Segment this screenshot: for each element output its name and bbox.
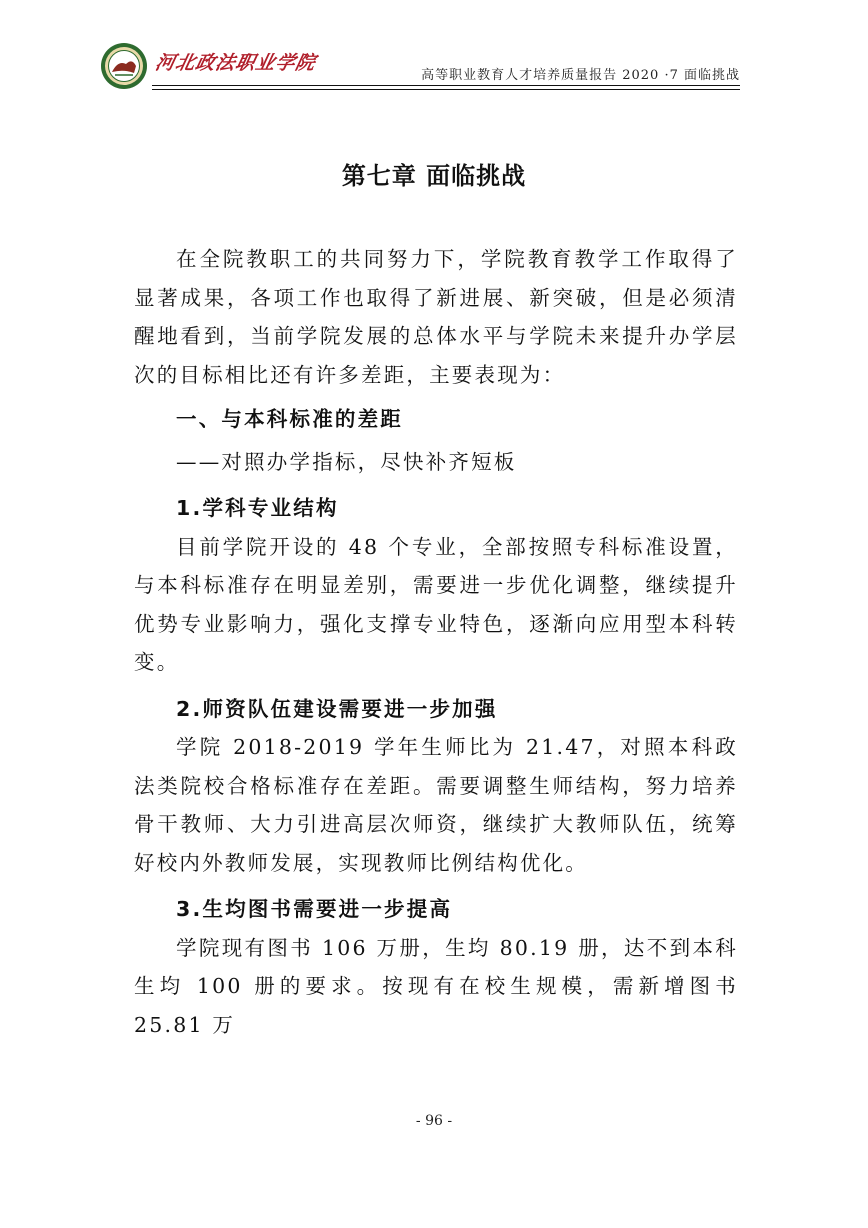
item-paragraph-1: 目前学院开设的 48 个专业，全部按照专科标准设置，与本科标准存在明显差别，需要进一步优化调整，继续提升优势专业影响力，强化支撑专业特色，逐渐向应用型本科转变。 [134,534,738,674]
college-seal-logo [100,42,148,90]
college-name-calligraphy: 河北政法职业学院 [153,52,319,74]
item-heading-1: 1.学科专业结构 [176,496,339,520]
document-body [134,240,738,1044]
item-heading-2: 2.师资队伍建设需要进一步加强 [176,696,498,721]
section-heading: 一、与本科标准的差距 [176,407,403,431]
header-rule [152,85,740,86]
item-paragraph-3: 学院现有图书 106 万册，生均 80.19 册，达不到本科生均 100 册的要求。按现有在校生规模，需新增图书 25.81 万 [134,935,738,1037]
page-number: - 96 - [415,1113,453,1129]
section-subtitle: ——对照办学指标，尽快补齐短板 [176,449,517,474]
item-paragraph-2: 学院 2018-2019 学年生师比为 21.47，对照本科政法类院校合格标准存在差距。需要调整生师结构，努力培养骨干教师、大力引进高层次师资，继续扩大教师队伍，统筹好校内外教师发展，实现教师比例结构优化。 [134,735,738,875]
intro-paragraph: 在全院教职工的共同努力下，学院教育教学工作取得了显著成果，各项工作也取得了新进展、新突破，但是必须清醒地看到，当前学院发展的总体水平与学院未来提升办学层次的目标相比还有许多差距，主要表现为： [134,247,738,387]
report-title: 高等职业教育人才培养质量报告 2020 ·7 面临挑战 [421,68,740,83]
page-header [100,40,740,90]
item-heading-3: 3.生均图书需要进一步提高 [176,897,453,921]
chapter-title: 第七章 面临挑战 [341,162,527,190]
header-rule-thin [152,89,740,90]
